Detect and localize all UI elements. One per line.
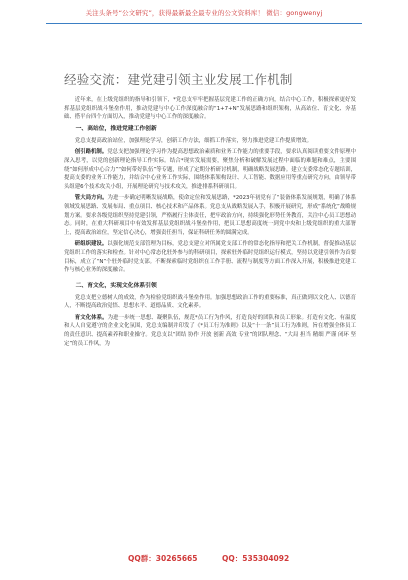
section-2-body-2: 为进一步统一思想、凝聚队伍，规范*员工行为作风，打造良好的团队和员工形象。打造有文化、有温度和人人自觉遵守的企业文化氛围，党总支编制并印发了《*员工行为准则》以及“十一条”员工行为准则，旨在增强全体员工的责任意识、提高素养和职业操守。党总支以“团结 协作 开放 创新 高效 专业”的团队理念、“大局 担当 精细 严谨 闭环 坚定”的员工作风，为 [64, 314, 356, 347]
section-1-paragraph-2 [64, 148, 356, 191]
section-1-paragraph-1: 党总支提高政治站位，加强理论学习，创新工作方法，细抓工作落实，努力推进党建工作提质增效。 [74, 137, 312, 144]
section-1-paragraph-3 [64, 194, 356, 237]
footer-qq: QQ：535304092 [222, 554, 290, 563]
intro-paragraph: 近年来，在上级党组织的指导和引领下，*党总支牢牢把握基层党建工作的正确方向，结合中心工作，积极探索更好发挥基层党组织战斗堡垒作用，推动党建与中心工作深度融合的“1+7+N”发展思路和组织架构，从高站位、育文化、夯基础、搭平台四个方面切入，推动党建与中心工作的深度融合。 [64, 97, 356, 121]
top-banner [0, 0, 408, 28]
section-1-heading: 一、高站位，推进党建工作创新 [75, 125, 157, 132]
spacer [64, 278, 356, 281]
document-title: 经验交流：建党建引领主业发展工作机制 [64, 72, 293, 87]
section-1-lead-2: 创引路机制。 [74, 149, 108, 156]
footer-qq-group: QQ群：30265665 [128, 554, 198, 563]
section-1-lead-3: 管大局方向。 [74, 195, 108, 202]
section-1-body-3: 为进一步确定明晰发展战略，使命定位和发展思路，*2023年初党有了“装备体系发展规划，明确了体系领域发展思路、发展布局、重点项目、核心技术和产品体系。党总支从战略发展入手，积极开展研究，形成“系统化”战略规划方案。要求各级党组织坚持党建引领，严格履行主体责任，把牢政治方向，持续强化形势任务教育，关注中心员工思想动态。同时，在重大科研项目中有效发挥基层党组织战斗堡垒作用，把员工思想高度统一到党中央和上级党组织的重大部署上，提高政治站位，坚定信心决心，增强责任担当，保证科研任务的圆满完成。 [64, 195, 356, 236]
section-2-paragraph-1: 党总支把立德树人的成效，作为检验党组织战斗堡垒作用。加强思想政治工作的重要标准，真正做到以文化人、以德育人，不断提高政治觉悟、思想水平、道德品质、文化素养。 [64, 294, 356, 310]
banner-text: 关注头条号“公文研究”，获得最新最全最专业的公文资料库！ 微信：gongwenyj [85, 9, 323, 17]
banner-divider [46, 23, 362, 24]
section-2-heading: 二、育文化，实现文化体系引领 [75, 282, 157, 289]
section-1-lead-4: 研组织建设。 [74, 241, 108, 248]
section-1-body-2: 党总支把加强理论学习作为提高思想政治素质和业务工作能力的重要手段，要求认真阅读重要文件原理中深入思考，以党的创新理论指导工作实际。结合*现实发展需要，聚焦分析和破解发展过程中面临的难题和难点，主要围绕“如何形成中心合力”“如何带好队伍”等专题，形成了定期分析研讨机制，明确战略发展思路。建立支委常态化专题培训，提高支委的业务工作能力，并结合中心业务工作实际，围绕体系架构设计、人工智能、数据应用等重点研究方向，由领导带头组建6个技术攻关小组，开展理论研究与技术攻关，推进排系科研项目。 [64, 149, 356, 190]
section-1-body-4: 以强化规范支部管理为目标，党总支建立对所属党支部工作的常态化指导和把关工作机制，督促推动基层党组织工作的落实和检查。针对中心常态化驻外参与的科研项目，探索驻外临时党组织运行模式，坚持以党建引领作为首要目标，成立了“N”个驻外临时党支部。不断探索临时党组织在工作手册、流程与制度等方面工作深入开展，积极推进党建工作与核心业务的深度融合。 [64, 241, 356, 274]
document-body [64, 70, 356, 351]
section-2-paragraph-2 [64, 314, 356, 348]
section-2-lead-2: 育文化体系。 [74, 314, 108, 321]
section-1-paragraph-4 [64, 240, 356, 274]
footer-contact [0, 553, 408, 567]
